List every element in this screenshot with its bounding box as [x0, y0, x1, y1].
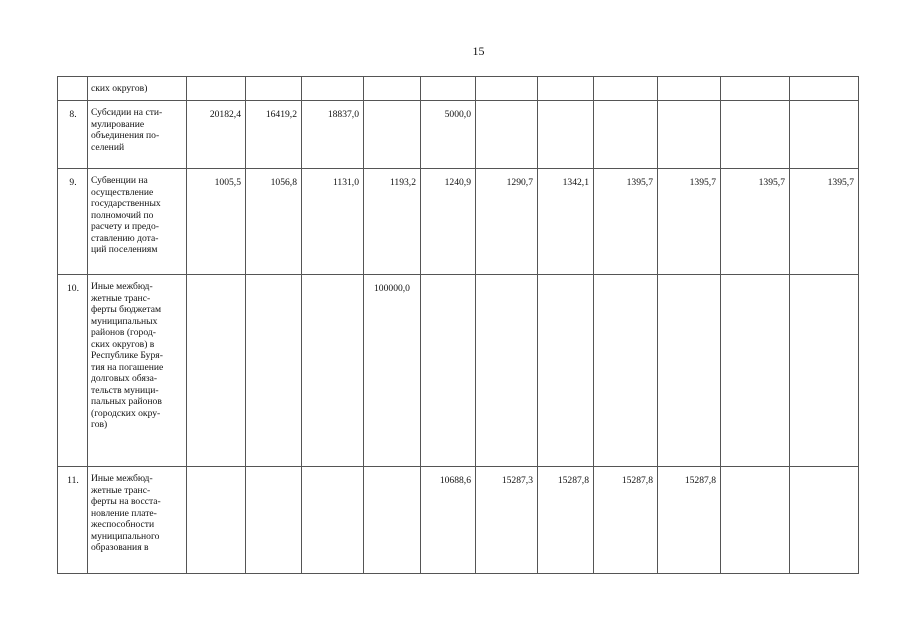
value-cell: 1056,8 — [246, 169, 302, 275]
row-name-line: осуществление — [91, 186, 154, 198]
value-cell — [790, 77, 859, 101]
value-cell — [594, 275, 658, 467]
value-cell: 15287,8 — [658, 467, 721, 574]
value-cell: 1131,0 — [302, 169, 364, 275]
row-name-line: новление плате- — [91, 507, 157, 519]
row-name — [88, 77, 187, 101]
value-cell: 1342,1 — [538, 169, 594, 275]
row-name-line: Иные межбюд- — [91, 281, 153, 292]
row-name — [88, 275, 187, 467]
value-cell: 1395,7 — [658, 169, 721, 275]
row-name-line: Иные межбюд- — [91, 473, 153, 484]
value-cell: 1395,7 — [594, 169, 658, 275]
table-row — [58, 275, 859, 467]
value-cell: 1395,7 — [790, 169, 859, 275]
value-cell — [421, 77, 476, 101]
budget-table — [57, 76, 859, 574]
row-name-line: полномочий по — [91, 209, 154, 221]
row-name-line: жеспособности — [91, 519, 155, 530]
value-cell — [721, 275, 790, 467]
value-cell — [790, 101, 859, 169]
value-cell — [421, 275, 476, 467]
value-cell — [790, 467, 859, 574]
table-row — [58, 169, 859, 275]
row-name-line: государственных — [91, 198, 161, 209]
row-number: 10. — [58, 275, 88, 467]
value-cell — [658, 275, 721, 467]
value-cell — [790, 275, 859, 467]
value-cell — [302, 467, 364, 574]
value-cell: 1005,5 — [187, 169, 246, 275]
row-name-line: тельств муници- — [91, 384, 159, 396]
value-cell: 16419,2 — [246, 101, 302, 169]
row-name-line: гов) — [91, 419, 108, 430]
row-name-line: муниципального — [91, 530, 160, 542]
row-name-line: ских округов) в — [91, 338, 155, 350]
row-name-line: районов (город- — [91, 327, 156, 338]
value-cell: 1290,7 — [476, 169, 538, 275]
value-cell: 1193,2 — [364, 169, 421, 275]
value-cell: 10688,6 — [421, 467, 476, 574]
row-name-line: образования в — [91, 542, 149, 553]
row-name-line: пальных районов — [91, 396, 162, 407]
row-name-line: ставлению дота- — [91, 232, 159, 244]
value-cell — [721, 467, 790, 574]
page-number: 15 — [472, 44, 485, 58]
value-cell — [538, 275, 594, 467]
value-cell — [302, 275, 364, 467]
row-number: 8. — [58, 101, 88, 169]
row-name-line: Субсидии на сти- — [91, 107, 163, 118]
value-cell: 15287,8 — [594, 467, 658, 574]
row-number: 11. — [58, 467, 88, 574]
row-name — [88, 169, 187, 275]
row-name-line: ций поселениям — [91, 244, 158, 255]
row-number — [58, 77, 88, 101]
value-cell — [246, 77, 302, 101]
value-cell — [658, 77, 721, 101]
value-cell: 18837,0 — [302, 101, 364, 169]
row-name-line: жетные транс- — [91, 292, 151, 304]
value-cell — [187, 467, 246, 574]
value-cell: 1395,7 — [721, 169, 790, 275]
value-cell — [246, 467, 302, 574]
value-cell: 1240,9 — [421, 169, 476, 275]
value-cell — [364, 101, 421, 169]
value-cell — [658, 101, 721, 169]
value-cell — [187, 77, 246, 101]
table-row — [58, 101, 859, 169]
row-name — [88, 467, 187, 574]
row-name-line: расчету и предо- — [91, 221, 159, 232]
value-cell — [476, 77, 538, 101]
value-cell: 5000,0 — [421, 101, 476, 169]
row-name-line: ферты на восста- — [91, 496, 161, 507]
row-name — [88, 101, 187, 169]
row-name-line: Республике Буря- — [91, 350, 163, 361]
row-name-line: Субвенции на — [91, 175, 148, 186]
row-name-line: (городских окру- — [91, 407, 161, 419]
table-row — [58, 467, 859, 574]
row-name-line: мулирование — [91, 118, 145, 130]
row-name-line: долговых обяза- — [91, 373, 158, 384]
value-cell: 100000,0 — [364, 275, 421, 467]
value-cell — [721, 101, 790, 169]
value-cell: 15287,3 — [476, 467, 538, 574]
row-name-line: муниципальных — [91, 315, 158, 327]
row-name-line: тия на погашение — [91, 361, 164, 373]
value-cell: 15287,8 — [538, 467, 594, 574]
value-cell — [364, 77, 421, 101]
value-cell — [538, 101, 594, 169]
value-cell — [538, 77, 594, 101]
value-cell — [364, 467, 421, 574]
row-name-line: ферты бюджетам — [91, 304, 162, 315]
row-name-line: ских округов) — [91, 83, 148, 94]
value-cell — [476, 101, 538, 169]
value-cell — [476, 275, 538, 467]
row-name-line: объединения по- — [91, 130, 160, 141]
row-number: 9. — [58, 169, 88, 275]
value-cell — [721, 77, 790, 101]
value-cell — [594, 77, 658, 101]
value-cell — [246, 275, 302, 467]
value-cell — [594, 101, 658, 169]
row-name-line: жетные транс- — [91, 484, 151, 496]
value-cell — [302, 77, 364, 101]
value-cell — [187, 275, 246, 467]
table-body — [58, 77, 859, 574]
table-row — [58, 77, 859, 101]
row-name-line: селений — [91, 141, 125, 153]
value-cell: 20182,4 — [187, 101, 246, 169]
